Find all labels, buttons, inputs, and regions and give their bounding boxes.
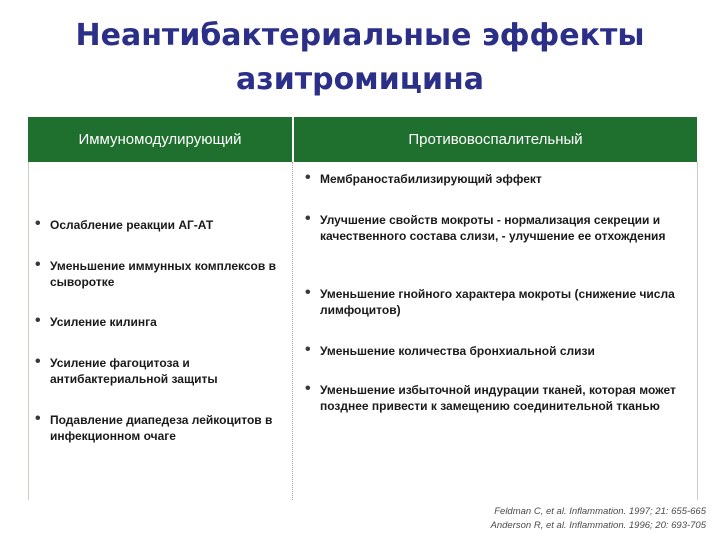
left-list-item-text: Усиление килинга bbox=[50, 315, 157, 329]
bullet-icon: • bbox=[305, 210, 311, 227]
table-left-border bbox=[28, 162, 29, 500]
slide-title-line-2: азитромицина bbox=[236, 62, 484, 97]
bullet-icon: • bbox=[305, 169, 311, 186]
right-list-item bbox=[305, 210, 692, 244]
left-list-item-text: Подавление диапедеза лейкоцитов в инфекционном очаге bbox=[50, 413, 273, 443]
slide-title bbox=[0, 14, 720, 102]
left-list-item-text: Ослабление реакции АГ-АТ bbox=[50, 218, 214, 232]
left-list-item bbox=[35, 353, 280, 387]
bullet-icon: • bbox=[35, 256, 41, 273]
citation-anderson: Anderson R, et al. Inflammation. 1996; 20: 693-705 bbox=[490, 520, 706, 531]
right-list-item-text: Уменьшение избыточной индурации тканей, которая может позднее привести к замещению соединительной тканью bbox=[320, 383, 676, 413]
column-divider bbox=[292, 162, 293, 500]
bullet-icon: • bbox=[35, 353, 41, 370]
left-list-item bbox=[35, 215, 280, 233]
citation-feldman: Feldman C, et al. Inflammation. 1997; 21: 655-665 bbox=[494, 506, 706, 517]
bullet-icon: • bbox=[305, 380, 311, 397]
bullet-icon: • bbox=[35, 312, 41, 329]
column-header-anti-inflammatory: Противовоспалительный bbox=[408, 131, 583, 148]
bullet-icon: • bbox=[305, 341, 311, 358]
right-list-item-text: Улучшение свойств мокроты - нормализация секреции и качественного состава слизи, - улучшение ее отхождения bbox=[320, 213, 666, 243]
left-list-item bbox=[35, 256, 280, 290]
right-list-item-text: Мембраностабилизирующий эффект bbox=[320, 172, 542, 186]
right-list-item bbox=[305, 169, 692, 187]
bullet-icon: • bbox=[35, 215, 41, 232]
right-list-item-text: Уменьшение количества бронхиальной слизи bbox=[320, 344, 595, 358]
left-list-item-text: Усиление фагоцитоза и антибактериальной защиты bbox=[50, 356, 218, 386]
left-list-item bbox=[35, 312, 280, 330]
bullet-icon: • bbox=[305, 284, 311, 301]
right-list-item bbox=[305, 284, 692, 318]
table-right-border bbox=[697, 162, 698, 500]
right-list-item bbox=[305, 380, 692, 414]
left-list-item bbox=[35, 410, 280, 444]
right-list-item-text: Уменьшение гнойного характера мокроты (снижение числа лимфоцитов) bbox=[320, 287, 675, 317]
slide-title-line-1: Неантибактериальные эффекты bbox=[75, 18, 645, 53]
column-header-immunomodulating: Иммуномодулирующий bbox=[78, 131, 242, 148]
right-list-item bbox=[305, 341, 692, 359]
left-list-item-text: Уменьшение иммунных комплексов в сыворотке bbox=[50, 259, 276, 289]
bullet-icon: • bbox=[35, 410, 41, 427]
